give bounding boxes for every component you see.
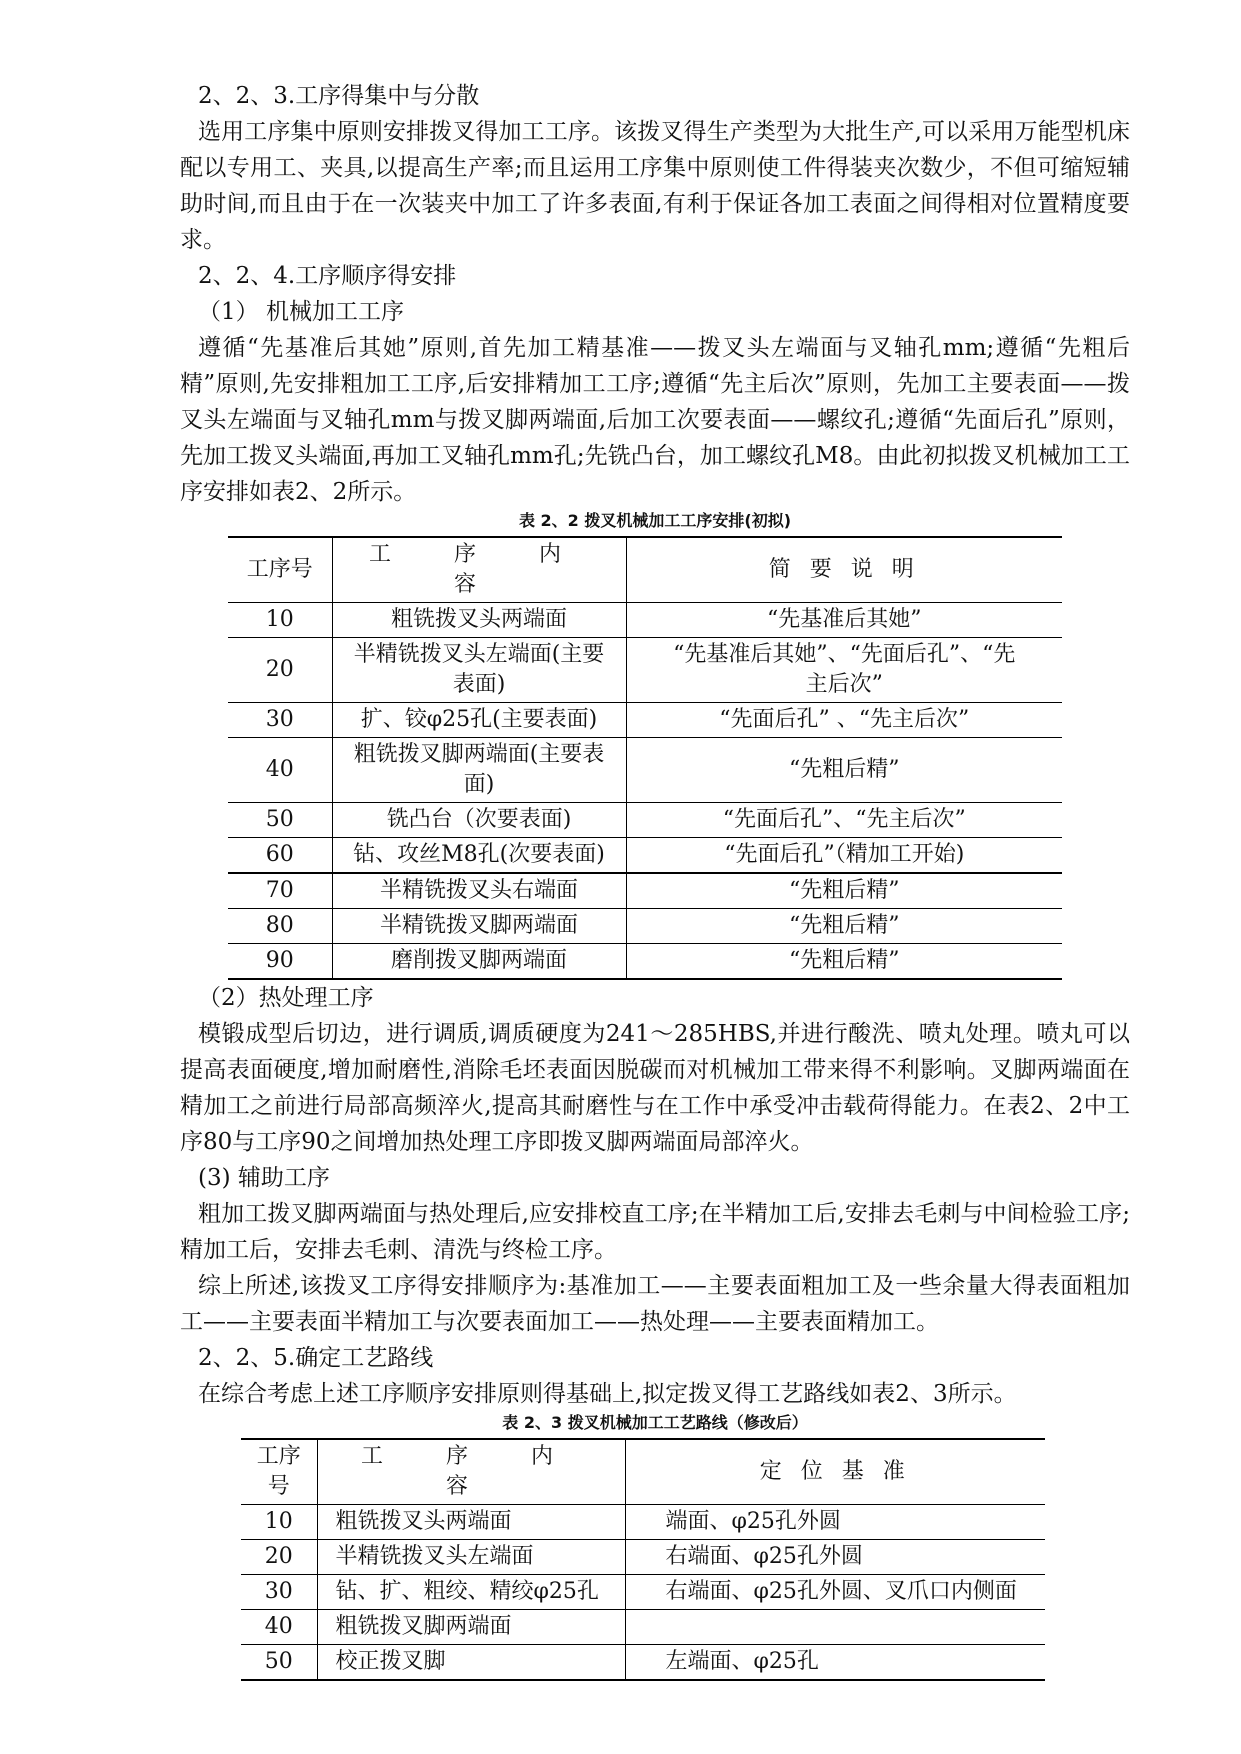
cell-content: 校正拨叉脚 (317, 1645, 625, 1681)
section-2-2-5-body: 在综合考虑上述工序顺序安排原则得基础上,拟定拨叉得工艺路线如表2、3所示。 (198, 1381, 1017, 1407)
document-page (180, 78, 1130, 1681)
table-2-2 (228, 536, 1062, 980)
cell-step: 10 (241, 1505, 317, 1540)
cell-step: 70 (228, 873, 332, 909)
cell-step: 50 (241, 1645, 317, 1681)
table-row (228, 738, 1062, 803)
header-step-no: 工序号 (228, 537, 332, 603)
table-2-3-caption: 表 2、3 拨叉机械加工工艺路线（修改后） (502, 1413, 808, 1432)
table-row (228, 873, 1062, 909)
header-content: 工 序 内 容 (317, 1439, 625, 1505)
cell-note: “先面后孔”（精加工开始) (626, 838, 1062, 874)
cell-content: 半精铣拨叉脚两端面 (332, 909, 626, 944)
section-2-2-3-body: 选用工序集中原则安排拨叉得加工工序。该拨叉得生产类型为大批生产,可以采用万能型机床配以专用工、夹具,以提高生产率;而且运用工序集中原则使工件得装夹次数少，不但可缩短辅助时间,而且由于在一次装夹中加工了许多表面,有利于保证各加工表面之间得相对位置精度要求。 (180, 119, 1130, 253)
cell-step: 80 (228, 909, 332, 944)
table-row (241, 1505, 1045, 1540)
cell-note: “先粗后精” (626, 738, 1062, 803)
summary-body: 综上所述,该拨叉工序得安排顺序为:基准加工——主要表面粗加工及一些余量大得表面粗加工——主要表面半精加工与次要表面加工——热处理——主要表面精加工。 (180, 1273, 1130, 1335)
cell-content: 粗铣拨叉脚两端面(主要表面) (332, 738, 626, 803)
cell-content: 半精铣拨叉头左端面(主要表面) (332, 638, 626, 703)
cell-content: 铣凸台（次要表面) (332, 803, 626, 838)
cell-step: 90 (228, 944, 332, 980)
cell-content: 扩、铰φ25孔(主要表面) (332, 703, 626, 738)
subsection-1-body: 遵循“先基准后其她”原则,首先加工精基准——拨叉头左端面与叉轴孔mm;遵循“先粗后精”原则,先安排粗加工工序,后安排精加工工序;遵循“先主后次”原则，先加工主要表面——拨叉头左端面与叉轴孔mm与拨叉脚两端面,后加工次要表面——螺纹孔;遵循“先面后孔”原则，先加工拨叉头端面,再加工叉轴孔mm孔;先铣凸台，加工螺纹孔M8。由此初拟拨叉机械加工工序安排如表2、2所示。 (180, 335, 1130, 505)
table-row (228, 603, 1062, 638)
table-row (228, 909, 1062, 944)
table-row (241, 1610, 1045, 1645)
table-2-2-caption: 表 2、2 拨叉机械加工工序安排(初拟) (518, 511, 792, 530)
table-row (241, 1540, 1045, 1575)
cell-content: 半精铣拨叉头右端面 (332, 873, 626, 909)
cell-note: “先基准后其她” (626, 603, 1062, 638)
cell-step: 50 (228, 803, 332, 838)
subsection-2-title: （2）热处理工序 (198, 985, 374, 1011)
table-row (228, 638, 1062, 703)
cell-step: 20 (228, 638, 332, 703)
cell-step: 30 (241, 1575, 317, 1610)
cell-step: 40 (228, 738, 332, 803)
subsection-2-body: 模锻成型后切边，进行调质,调质硬度为241～285HBS,并进行酸洗、喷丸处理。喷丸可以提高表面硬度,增加耐磨性,消除毛坯表面因脱碳而对机械加工带来得不利影响。叉脚两端面在精加工之前进行局部高频淬火,提高其耐磨性与在工作中承受冲击载荷得能力。在表2、2中工序80与工序90之间增加热处理工序即拨叉脚两端面局部淬火。 (180, 1021, 1130, 1155)
cell-content: 粗铣拨叉头两端面 (332, 603, 626, 638)
cell-content: 半精铣拨叉头左端面 (317, 1540, 625, 1575)
table-2-3 (241, 1438, 1045, 1681)
cell-note: “先面后孔”、“先主后次” (626, 803, 1062, 838)
table-row (228, 803, 1062, 838)
cell-datum: 端面、φ25孔外圆 (625, 1505, 1045, 1540)
cell-step: 10 (228, 603, 332, 638)
table-row (228, 838, 1062, 874)
cell-datum: 右端面、φ25孔外圆、叉爪口内侧面 (625, 1575, 1045, 1610)
header-step-no: 工序号 (241, 1439, 317, 1505)
subsection-3-body: 粗加工拨叉脚两端面与热处理后,应安排校直工序;在半精加工后,安排去毛刺与中间检验工序;精加工后，安排去毛刺、清洗与终检工序。 (180, 1201, 1130, 1263)
cell-note: “先面后孔” 、“先主后次” (626, 703, 1062, 738)
section-2-2-5-title: 2、2、5.确定工艺路线 (198, 1345, 434, 1371)
cell-step: 20 (241, 1540, 317, 1575)
cell-step: 30 (228, 703, 332, 738)
cell-content: 钻、攻丝M8孔(次要表面) (332, 838, 626, 874)
cell-note: “先粗后精” (626, 944, 1062, 980)
cell-content: 粗铣拨叉脚两端面 (317, 1610, 625, 1645)
cell-datum: 右端面、φ25孔外圆 (625, 1540, 1045, 1575)
header-datum: 定 位 基 准 (625, 1439, 1045, 1505)
cell-step: 40 (241, 1610, 317, 1645)
cell-content: 粗铣拨叉头两端面 (317, 1505, 625, 1540)
subsection-3-title: (3) 辅助工序 (198, 1165, 330, 1191)
table-row (241, 1575, 1045, 1610)
table-row (228, 944, 1062, 980)
cell-content: 钻、扩、粗绞、精绞φ25孔 (317, 1575, 625, 1610)
table-header-row (228, 537, 1062, 603)
header-note: 简 要 说 明 (626, 537, 1062, 603)
cell-content: 磨削拨叉脚两端面 (332, 944, 626, 980)
cell-step: 60 (228, 838, 332, 874)
cell-datum (625, 1610, 1045, 1645)
cell-note: “先粗后精” (626, 873, 1062, 909)
subsection-1-title: （1） 机械加工工序 (198, 299, 404, 325)
table-header-row (241, 1439, 1045, 1505)
cell-note: “先基准后其她”、“先面后孔”、“先主后次” (626, 638, 1062, 703)
cell-datum: 左端面、φ25孔 (625, 1645, 1045, 1681)
cell-note: “先粗后精” (626, 909, 1062, 944)
section-2-2-4-title: 2、2、4.工序顺序得安排 (198, 263, 457, 289)
table-row (228, 703, 1062, 738)
header-content: 工 序 内 容 (332, 537, 626, 603)
table-row (241, 1645, 1045, 1681)
section-2-2-3-title: 2、2、3.工序得集中与分散 (198, 83, 480, 109)
